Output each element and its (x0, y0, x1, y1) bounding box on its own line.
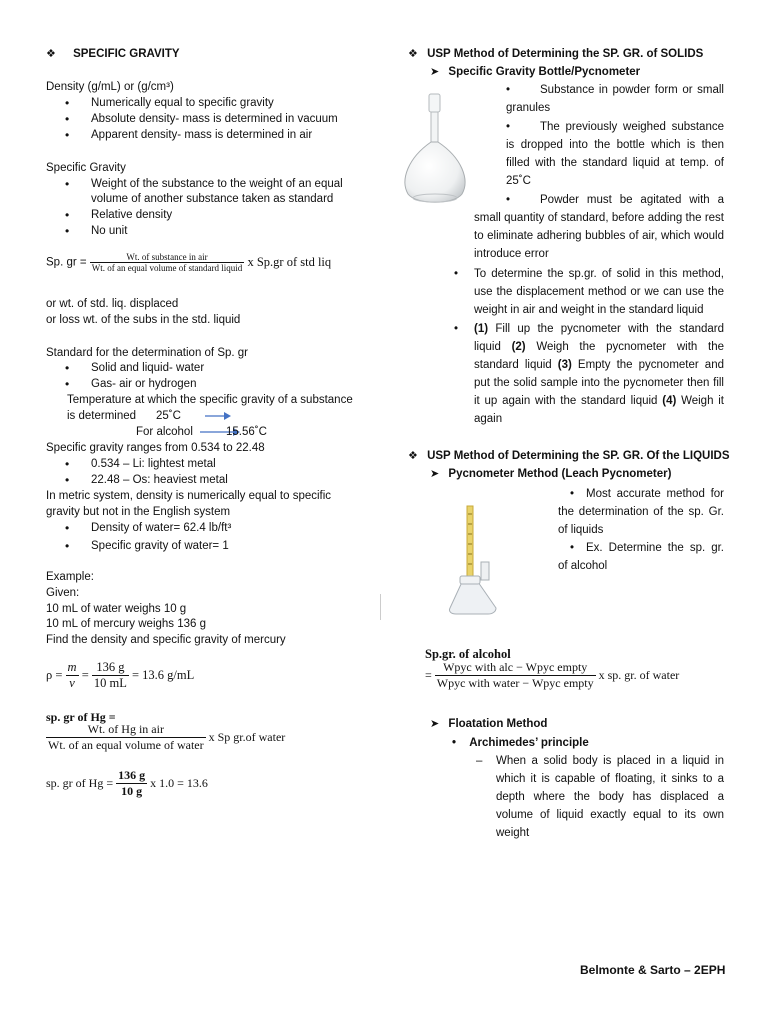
sg-title: Specific Gravity (46, 162, 126, 174)
density-bullet: • Numerically equal to specific gravity (91, 96, 274, 110)
arrowhead-bullet-icon: ➤ (430, 468, 440, 480)
bullet-icon: • (506, 194, 511, 206)
formula-sg-mercury-fraction: $\frac{\text{Wt. of Hg in air}}{\text{Wt. of an equal volume of water}}$ x Sp gr.of water (48, 722, 286, 752)
range-line: Specific gravity ranges from 0.534 to 22.48 (46, 442, 265, 454)
fraction: $\frac{\text{Wpyc with alc − Wpyc empty}}{\text{Wpyc with water − Wpyc empty}}$ (436, 660, 594, 690)
leach-heading: ➤ Pycnometer Method (Leach Pycnometer) (430, 468, 672, 480)
temperature-line: is determined (67, 410, 137, 422)
solids-heading: ❖ USP Method of Determining the SP. GR. of SOLIDS (408, 48, 704, 60)
diamond-bullet-icon: ❖ (408, 450, 418, 462)
bullet-icon: • (570, 488, 575, 500)
or-line: or wt. of std. liq. displaced (46, 298, 179, 310)
liquids-heading: ❖ USP Method of Determining the SP. GR. Of the LIQUIDS (408, 450, 730, 462)
water-bullet: • Specific gravity of water= 1 (91, 539, 229, 553)
procedure-steps: • (1) Fill up the pycnometer with the standard liquid (2) Weigh the pycnometer with the standard liquid (3) Empty the pycnometer and put the solid sample into the pycnometer then fill it up again with the standard liquid (4) Weigh it again (474, 320, 724, 428)
archimedes-text: – When a solid body is placed in a liquid in which it is capable of floating, it sinks to a depth where the body has displaced a volume of liquid exactly equal to its own weight (496, 752, 724, 842)
bullet-icon: • (452, 737, 457, 749)
diamond-bullet-icon: ❖ (46, 48, 56, 60)
water-bullet: • Density of water= 62.4 lb/ft³ (91, 521, 231, 535)
formula-sg-mercury-result: sp. gr of Hg = $\frac{136 g}{10 g}$ x 1.0 = 13.6 (46, 768, 208, 798)
leach-pycnometer-image (448, 504, 508, 616)
temperature-value: 25˚C (156, 410, 181, 422)
fraction: $\frac{m}{v}$ (67, 660, 77, 690)
fraction: $\frac{136 g}{10 mL}$ (93, 660, 127, 690)
bottle-point-3: • Powder must be agitated with a small quantity of standard, before adding the rest to eliminate adhering bubbles of air, which would introduce error (474, 191, 724, 263)
metric-line: In metric system, density is numerically equal to specific (46, 490, 332, 502)
bottle-point-1: • Substance in powder form or small granules (506, 81, 724, 117)
density-bullet: • Absolute density- mass is determined in vacuum (91, 112, 338, 126)
temperature-line: Temperature at which the specific gravity of a substance (67, 394, 353, 406)
standard-bullet: • Solid and liquid- water (91, 361, 204, 375)
arrowhead-bullet-icon: ➤ (430, 66, 440, 78)
metric-line: gravity but not in the English system (46, 506, 231, 518)
bottle-point-4: • To determine the sp.gr. of solid in this method, use the displacement method or we can use the weight in air and weight in the standard liquid (474, 265, 724, 319)
density-bullet: • Apparent density- mass is determined in air (91, 128, 312, 142)
example-line: Given: (46, 587, 80, 599)
fraction: $\frac{\text{Wt. of substance in air}}{\text{Wt. of an equal volume of standard liquid}}$ (91, 252, 243, 273)
bottle-point-2: • The previously weighed substance is dropped into the bottle which is then filled with the standard liquid at temp. of 25˚C (506, 118, 724, 190)
formula-alcohol: = $\frac{\text{Wpyc with alc − Wpyc empty}}{\text{Wpyc with water − Wpyc empty}}$ x sp. gr. of water (425, 660, 680, 690)
standard-title: Standard for the determination of Sp. gr (46, 347, 249, 359)
sg-bullet: • Relative density (91, 208, 172, 222)
formula-sg-mercury: sp. gr of Hg = (46, 710, 116, 724)
alcohol-title: Sp.gr. of alcohol (425, 647, 511, 661)
bullet-icon: • (454, 268, 459, 280)
fraction: $\frac{136 g}{10 g}$ (118, 768, 146, 798)
bullet-icon: • (506, 84, 511, 96)
bottle-heading: ➤ Specific Gravity Bottle/Pycnometer (430, 66, 641, 78)
fraction: $\frac{\text{Wt. of Hg in air}}{\text{Wt. of an equal volume of water}}$ (48, 722, 204, 752)
bullet-icon: • (454, 323, 459, 335)
dash-bullet-icon: – (476, 755, 483, 767)
bullet-icon: • (506, 121, 511, 133)
example-line: 10 mL of water weighs 10 g (46, 603, 187, 615)
sg-bullet: • No unit (91, 224, 127, 238)
or-line: or loss wt. of the subs in the std. liquid (46, 314, 241, 326)
standard-bullet: • Gas- air or hydrogen (91, 377, 196, 391)
formula-specific-gravity: Sp. gr = $\frac{\text{Wt. of substance in air}}{\text{Wt. of an equal volume of standard liquid}}$ x Sp.gr of std liq (46, 252, 332, 273)
leach-point-1: • Most accurate method for the determination of the sp. Gr. of liquids (558, 485, 724, 539)
pycnometer-bottle-image (398, 92, 472, 208)
example-line: Example: (46, 571, 94, 583)
sg-bullet: • Weight of the substance to the weight of an equal (91, 177, 343, 191)
example-line: 10 mL of mercury weighs 136 g (46, 618, 207, 630)
archimedes-heading: • Archimedes’ principle (452, 737, 589, 749)
range-bullet: • 22.48 – Os: heaviest metal (91, 473, 228, 487)
footer-authors: Belmonte & Sarto – 2EPH (580, 963, 726, 977)
range-bullet: • 0.534 – Li: lightest metal (91, 457, 216, 471)
divider-mark (380, 594, 381, 620)
formula-density: ρ = $\frac{m}{v}$ = $\frac{136 g}{10 mL}$ = 13.6 g/mL (46, 660, 195, 690)
alcohol-temperature: 15.56˚C (226, 426, 267, 438)
bullet-icon: • (570, 542, 575, 554)
example-line: Find the density and specific gravity of mercury (46, 634, 286, 646)
diamond-bullet-icon: ❖ (408, 48, 418, 60)
arrow-icon (205, 411, 231, 421)
arrowhead-bullet-icon: ➤ (430, 718, 440, 730)
for-alcohol-label: For alcohol (136, 426, 193, 438)
leach-point-2: • Ex. Determine the sp. gr. of alcohol (558, 539, 724, 575)
floatation-heading: ➤ Floatation Method (430, 718, 548, 730)
sg-bullet-continued: volume of another substance taken as standard (91, 193, 334, 205)
density-line: Density (g/mL) or (g/cm³) (46, 81, 174, 93)
left-heading: ❖ SPECIFIC GRAVITY (46, 48, 180, 60)
